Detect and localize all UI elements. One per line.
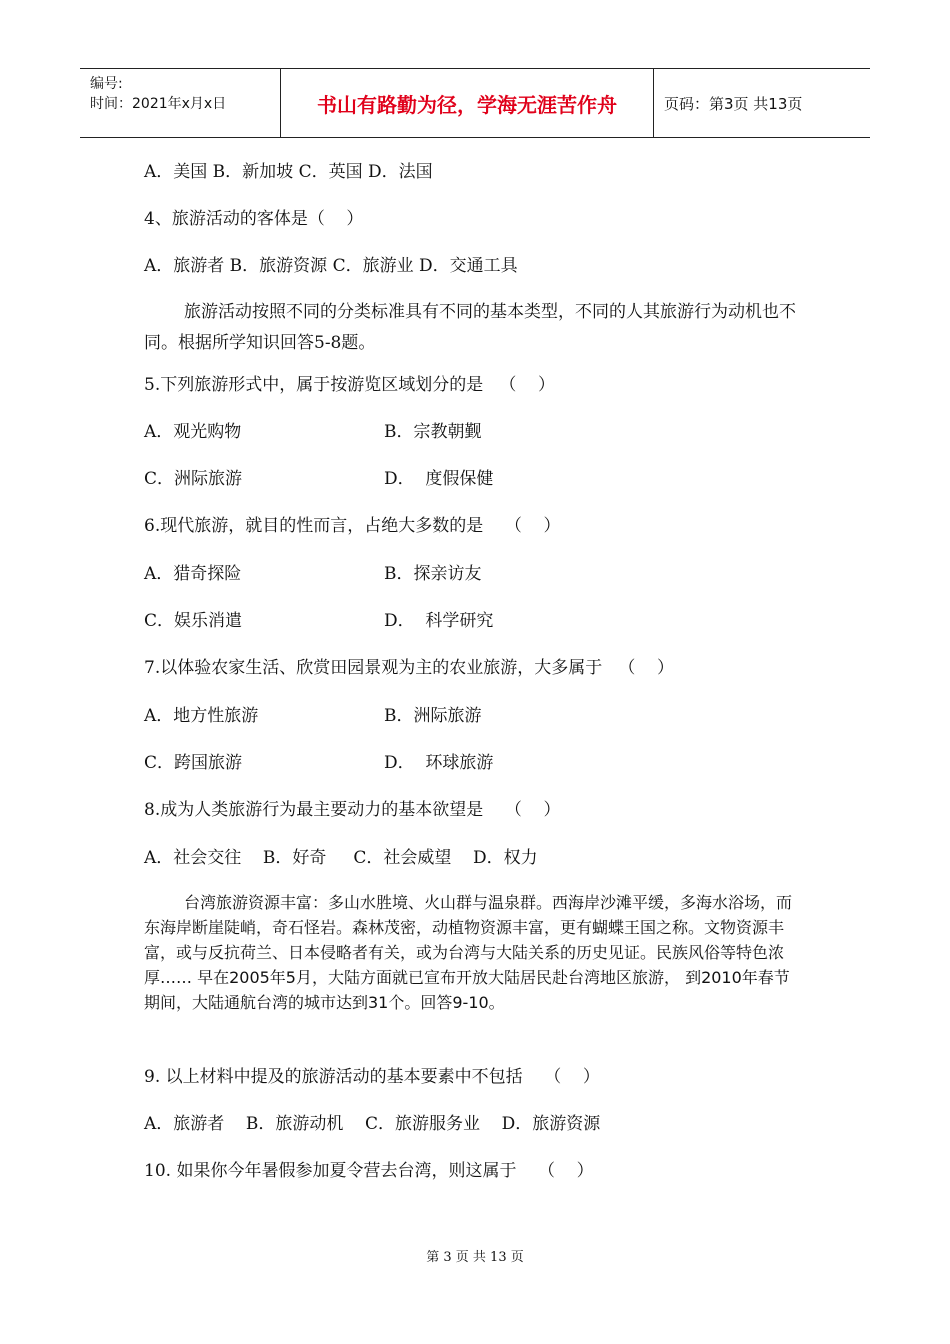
q9-options: A．旅游者 B．旅游动机 C．旅游服务业 D．旅游资源 — [144, 1114, 601, 1134]
q5-option-c: C．洲际旅游 — [144, 469, 243, 489]
question-4: 4、旅游活动的客体是（ ） — [144, 209, 364, 229]
document-number-label: 编号: — [90, 76, 123, 92]
q7-option-a: A．地方性旅游 — [144, 706, 259, 726]
q5-option-a: A．观光购物 — [144, 422, 242, 442]
question-9: 9. 以上材料中提及的旅游活动的基本要素中不包括 （ ） — [144, 1067, 600, 1087]
header-motto: 书山有路勤为径，学海无涯苦作舟 — [281, 69, 654, 137]
q6-option-c: C．娱乐消遣 — [144, 611, 243, 631]
question-10: 10. 如果你今年暑假参加夏令营去台湾，则这属于 （ ） — [144, 1161, 594, 1181]
page-footer: 第 3 页 共 13 页 — [426, 1250, 524, 1265]
question-5: 5.下列旅游形式中，属于按游览区域划分的是 （ ） — [144, 375, 556, 395]
q6-option-a: A．猎奇探险 — [144, 564, 242, 584]
question-6: 6.现代旅游，就目的性而言，占绝大多数的是 （ ） — [144, 516, 561, 536]
page-header — [80, 68, 870, 138]
q5-option-d: D． 度假保健 — [384, 469, 494, 489]
q7-option-d: D． 环球旅游 — [384, 753, 494, 773]
intro-5-8: 旅游活动按照不同的分类标准具有不同的基本类型，不同的人其旅游行为动机也不同。根据所学知识回答5-8题。 — [144, 302, 796, 353]
header-meta-cell — [80, 69, 281, 137]
q7-option-c: C．跨国旅游 — [144, 753, 243, 773]
q7-option-b: B．洲际旅游 — [384, 706, 482, 726]
q3-options: A．美国 B．新加坡 C．英国 D．法国 — [144, 162, 433, 182]
q5-option-b: B．宗教朝觐 — [384, 422, 482, 442]
question-8: 8.成为人类旅游行为最主要动力的基本欲望是 （ ） — [144, 800, 561, 820]
intro-9-10: 台湾旅游资源丰富：多山水胜境、火山群与温泉群。西海岸沙滩平缓，多海水浴场，而东海岸断崖陡峭，奇石怪岩。森林茂密，动植物资源丰富，更有蝴蝶王国之称。文物资源丰富，或与反抗荷兰、日本侵略者有关，或为台湾与大陆关系的历史见证。民族风俗等特色浓厚…… 早在2005年5月，大陆方面就已宣布开放大陆居民赴台湾地区旅游， 到2010年春节期间，大陆通航台湾的城市达到31个。回答9-10。 — [144, 893, 793, 1012]
q4-options: A．旅游者 B．旅游资源 C．旅游业 D．交通工具 — [144, 256, 518, 276]
document-date: 时间：2021年x月x日 — [90, 96, 227, 112]
q6-option-b: B．探亲访友 — [384, 564, 482, 584]
header-page-code: 页码：第3页 共13页 — [664, 94, 803, 113]
q6-option-d: D． 科学研究 — [384, 611, 494, 631]
question-7: 7.以体验农家生活、欣赏田园景观为主的农业旅游，大多属于 （ ） — [144, 658, 675, 678]
q8-options: A．社会交往 B．好奇 C．社会威望 D．权力 — [144, 848, 538, 868]
